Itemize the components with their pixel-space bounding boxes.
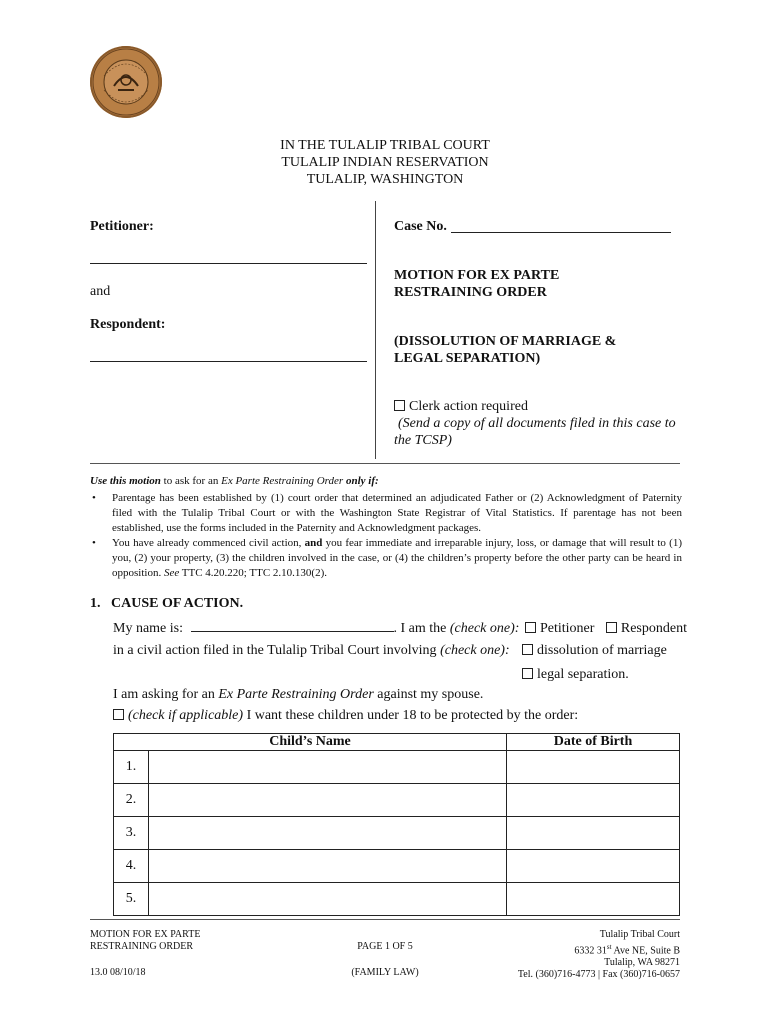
footer-address-street: Ave NE, Suite B bbox=[611, 945, 680, 957]
my-name-label: My name is: bbox=[113, 621, 183, 636]
condition-2-see: See bbox=[163, 567, 180, 579]
child-name-cell[interactable] bbox=[149, 817, 507, 850]
condition-2-and: and bbox=[304, 537, 323, 549]
footer-phone: Tel. (360)716-4773 | Fax (360)716-0657 bbox=[517, 969, 680, 981]
motion-subtitle bbox=[394, 333, 616, 367]
clerk-note-2: the TCSP) bbox=[394, 433, 452, 448]
footer-family-law: (FAMILY LAW) bbox=[351, 967, 419, 978]
asking-italic: Ex Parte Restraining Order bbox=[218, 687, 374, 702]
condition-2-a: You have already commenced civil action, bbox=[112, 537, 305, 549]
footer-right bbox=[480, 929, 680, 981]
respondent-name-line[interactable] bbox=[90, 361, 367, 362]
petitioner-checkbox[interactable] bbox=[525, 622, 536, 633]
table-row bbox=[114, 817, 680, 850]
petitioner-name-line[interactable] bbox=[90, 263, 367, 264]
condition-2-e: TTC 4.20.220; TTC 2.10.130(2). bbox=[179, 567, 328, 579]
child-dob-cell[interactable] bbox=[507, 883, 680, 916]
children-check-row bbox=[113, 708, 578, 724]
table-row bbox=[114, 751, 680, 784]
footer-address bbox=[480, 941, 680, 957]
child-dob-cell[interactable] bbox=[507, 817, 680, 850]
children-table bbox=[113, 733, 680, 916]
asking-text-2: against my spouse. bbox=[373, 687, 484, 702]
footer-left bbox=[90, 929, 200, 979]
intro-lead-end: only if: bbox=[343, 475, 379, 487]
caption-divider bbox=[375, 201, 376, 459]
seal-emblem-icon bbox=[90, 46, 162, 118]
children-check-italic: (check if applicable) bbox=[128, 708, 244, 723]
dissolution-row bbox=[522, 643, 667, 659]
footer-address-number: 6332 31 bbox=[574, 945, 607, 957]
petitioner-option: Petitioner bbox=[539, 621, 595, 636]
check-one-label: (check one): bbox=[449, 621, 520, 636]
conditions-list bbox=[90, 491, 682, 581]
civil-action-row bbox=[113, 643, 510, 659]
table-row bbox=[114, 784, 680, 817]
legal-separation-checkbox[interactable] bbox=[522, 668, 533, 679]
legal-separation-option: legal separation. bbox=[537, 667, 629, 682]
children-check-text: I want these children under 18 to be protected by the order: bbox=[243, 708, 579, 723]
child-dob-cell[interactable] bbox=[507, 784, 680, 817]
children-checkbox[interactable] bbox=[113, 709, 124, 720]
table-row bbox=[114, 883, 680, 916]
my-name-line[interactable] bbox=[191, 619, 394, 632]
my-name-row bbox=[113, 619, 687, 637]
footer-center bbox=[330, 941, 440, 979]
row-number: 5. bbox=[114, 883, 149, 916]
row-number: 1. bbox=[114, 751, 149, 784]
subtitle-line-2: LEGAL SEPARATION) bbox=[394, 351, 541, 366]
col-childs-name: Child’s Name bbox=[114, 734, 507, 751]
condition-item-1: • Parentage has been established by (1) court order that determined an adjudicated Father or (2) Acknowledgment of Paternity filed with the Tulalip Tribal Court or with the Washington State Registrar of Vital Statistics. If parentage has not been established, use the forms included in the Paternity and Acknowledgment packages. bbox=[90, 491, 682, 536]
footer-address-sup: st bbox=[606, 943, 612, 951]
footer-court-name: Tulalip Tribal Court bbox=[599, 929, 680, 940]
footer-rule bbox=[90, 919, 680, 920]
dissolution-checkbox[interactable] bbox=[522, 644, 533, 655]
subtitle-line-1: (DISSOLUTION OF MARRIAGE & bbox=[394, 334, 617, 349]
respondent-label: Respondent: bbox=[90, 317, 166, 332]
child-name-cell[interactable] bbox=[149, 784, 507, 817]
intro-lead-italic: Ex Parte Restraining Order bbox=[221, 475, 344, 487]
petitioner-label: Petitioner: bbox=[90, 219, 154, 234]
asking-row bbox=[113, 687, 483, 703]
child-name-cell[interactable] bbox=[149, 850, 507, 883]
caption-bottom-rule bbox=[90, 463, 680, 464]
court-line-1: IN THE TULALIP TRIBAL COURT bbox=[280, 138, 490, 153]
row-number: 3. bbox=[114, 817, 149, 850]
motion-title bbox=[394, 267, 559, 301]
respondent-checkbox[interactable] bbox=[606, 622, 617, 633]
section-1-heading: 1. CAUSE OF ACTION. bbox=[90, 596, 244, 611]
court-line-3: TULALIP, WASHINGTON bbox=[306, 172, 464, 187]
respondent-option: Respondent bbox=[620, 621, 687, 636]
legal-separation-row bbox=[522, 667, 629, 683]
case-no-label: Case No. bbox=[394, 219, 447, 234]
motion-title-line-2: RESTRAINING ORDER bbox=[394, 285, 547, 300]
footer-form-number: 13.0 08/10/18 bbox=[90, 967, 146, 978]
child-dob-cell[interactable] bbox=[507, 751, 680, 784]
child-name-cell[interactable] bbox=[149, 751, 507, 784]
table-header-row bbox=[114, 734, 680, 751]
child-name-cell[interactable] bbox=[149, 883, 507, 916]
i-am-label: . I am the bbox=[393, 621, 450, 636]
condition-item-2 bbox=[90, 536, 682, 581]
child-dob-cell[interactable] bbox=[507, 850, 680, 883]
table-row bbox=[114, 850, 680, 883]
footer-page: PAGE 1 OF 5 bbox=[357, 941, 413, 952]
row-number: 2. bbox=[114, 784, 149, 817]
tribal-court-seal bbox=[90, 46, 162, 118]
footer-city: Tulalip, WA 98271 bbox=[604, 957, 680, 969]
court-heading bbox=[0, 137, 770, 188]
clerk-action-checkbox[interactable] bbox=[394, 400, 405, 411]
case-no-line[interactable] bbox=[451, 232, 671, 233]
intro-lead-text: to ask for an bbox=[160, 475, 222, 487]
court-line-2: TULALIP INDIAN RESERVATION bbox=[281, 155, 489, 170]
intro-text bbox=[90, 475, 379, 487]
asking-text-1: I am asking for an bbox=[113, 687, 219, 702]
footer-left-1: MOTION FOR EX PARTE bbox=[90, 929, 201, 940]
intro-lead: Use this motion bbox=[90, 475, 161, 487]
clerk-action-label: Clerk action required bbox=[409, 399, 528, 414]
col-date-of-birth: Date of Birth bbox=[507, 734, 680, 751]
condition-2-c: you fear immediate and irreparable injury, loss, or damage that will result to (1) you, (2) your property, (3) the children involved in the case, or (4) the children’s property before the other party can be heard in opposition. bbox=[112, 537, 682, 579]
clerk-action-block bbox=[394, 398, 676, 449]
motion-title-line-1: MOTION FOR EX PARTE bbox=[394, 268, 560, 283]
civil-action-text: in a civil action filed in the Tulalip Tribal Court involving bbox=[113, 643, 441, 658]
clerk-note-1: (Send a copy of all documents filed in this case to bbox=[398, 416, 676, 431]
and-label: and bbox=[90, 284, 111, 299]
footer-left-2: RESTRAINING ORDER bbox=[90, 941, 194, 952]
row-number: 4. bbox=[114, 850, 149, 883]
check-one-label-2: (check one): bbox=[440, 643, 510, 658]
dissolution-option: dissolution of marriage bbox=[537, 643, 667, 658]
